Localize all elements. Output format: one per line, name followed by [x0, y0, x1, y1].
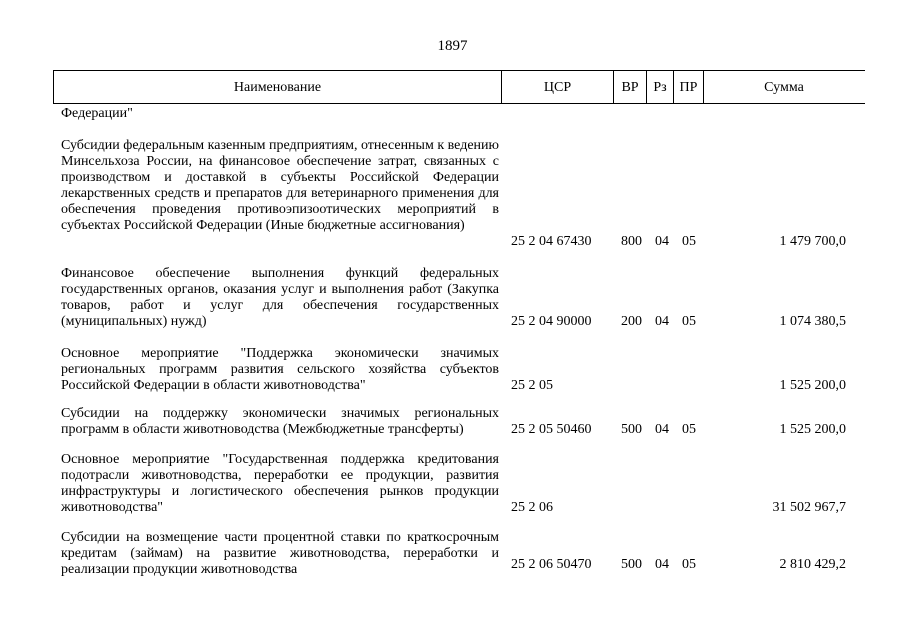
row-name: Субсидии на поддержку экономически значимых региональных программ в области животноводства (Межбюджетные трансферты)	[61, 406, 499, 437]
row-rz: 04	[655, 314, 669, 329]
page-number: 1897	[437, 38, 468, 54]
row-name: Основное мероприятие "Поддержка экономически значимых региональных программ развития сельского хозяйства субъектов Российской Федерации в области животноводства"	[61, 346, 499, 393]
row-csr: 25 2 04 90000	[511, 314, 592, 329]
row-vr: 500	[621, 422, 642, 437]
row-rz: 04	[655, 234, 669, 249]
row-csr: 25 2 05 50460	[511, 422, 592, 437]
header-name: Наименование	[54, 71, 502, 104]
header-rz: Рз	[647, 71, 674, 104]
row-sum: 1 479 700,0	[779, 234, 846, 249]
row-name: Финансовое обеспечение выполнения функций федеральных государственных органов, оказания услуг и выполнения работ (Закупка товаров, работ и услуг для обеспечения государственных (муниципальных) нужд)	[61, 266, 499, 329]
row-rz: 04	[655, 422, 669, 437]
header-csr: ЦСР	[502, 71, 614, 104]
row-pr: 05	[682, 557, 696, 572]
row-pr: 05	[682, 234, 696, 249]
row-rz: 04	[655, 557, 669, 572]
header-sum: Сумма	[764, 80, 804, 95]
row-vr: 500	[621, 557, 642, 572]
row-name: Субсидии федеральным казенным предприятиям, отнесенным к ведению Минсельхоза России, на финансовое обеспечение затрат, связанных с производством и доставкой в субъекты Российской Федерации лекарственных средств и препаратов для ветеринарного применения для обеспечения проведения противоэпизоотических мероприятий в субъектах Российской Федерации (Иные бюджетные ассигнования)	[61, 138, 499, 233]
header-vr: ВР	[614, 71, 647, 104]
row-csr: 25 2 06 50470	[511, 557, 592, 572]
row-name: Субсидии на возмещение части процентной ставки по краткосрочным кредитам (займам) на развитие животноводства, переработки и реализации продукции животноводства	[61, 530, 499, 577]
header-pr: ПР	[674, 71, 704, 104]
row-vr: 800	[621, 234, 642, 249]
row-name: Основное мероприятие "Государственная поддержка кредитования подотрасли животноводства, переработки ее продукции, развития инфраструктуры и логистического обеспечения рынков продукции животноводства"	[61, 452, 499, 515]
row-sum: 2 810 429,2	[779, 557, 846, 572]
row-csr: 25 2 04 67430	[511, 234, 592, 249]
row-sum: 1 525 200,0	[779, 422, 846, 437]
row-csr: 25 2 05	[511, 378, 553, 393]
row-name: Федерации"	[61, 106, 133, 121]
row-pr: 05	[682, 314, 696, 329]
row-pr: 05	[682, 422, 696, 437]
table-header	[53, 70, 865, 104]
row-sum: 1 525 200,0	[779, 378, 846, 393]
row-sum: 1 074 380,5	[779, 314, 846, 329]
row-sum: 31 502 967,7	[772, 500, 846, 515]
row-csr: 25 2 06	[511, 500, 553, 515]
row-vr: 200	[621, 314, 642, 329]
